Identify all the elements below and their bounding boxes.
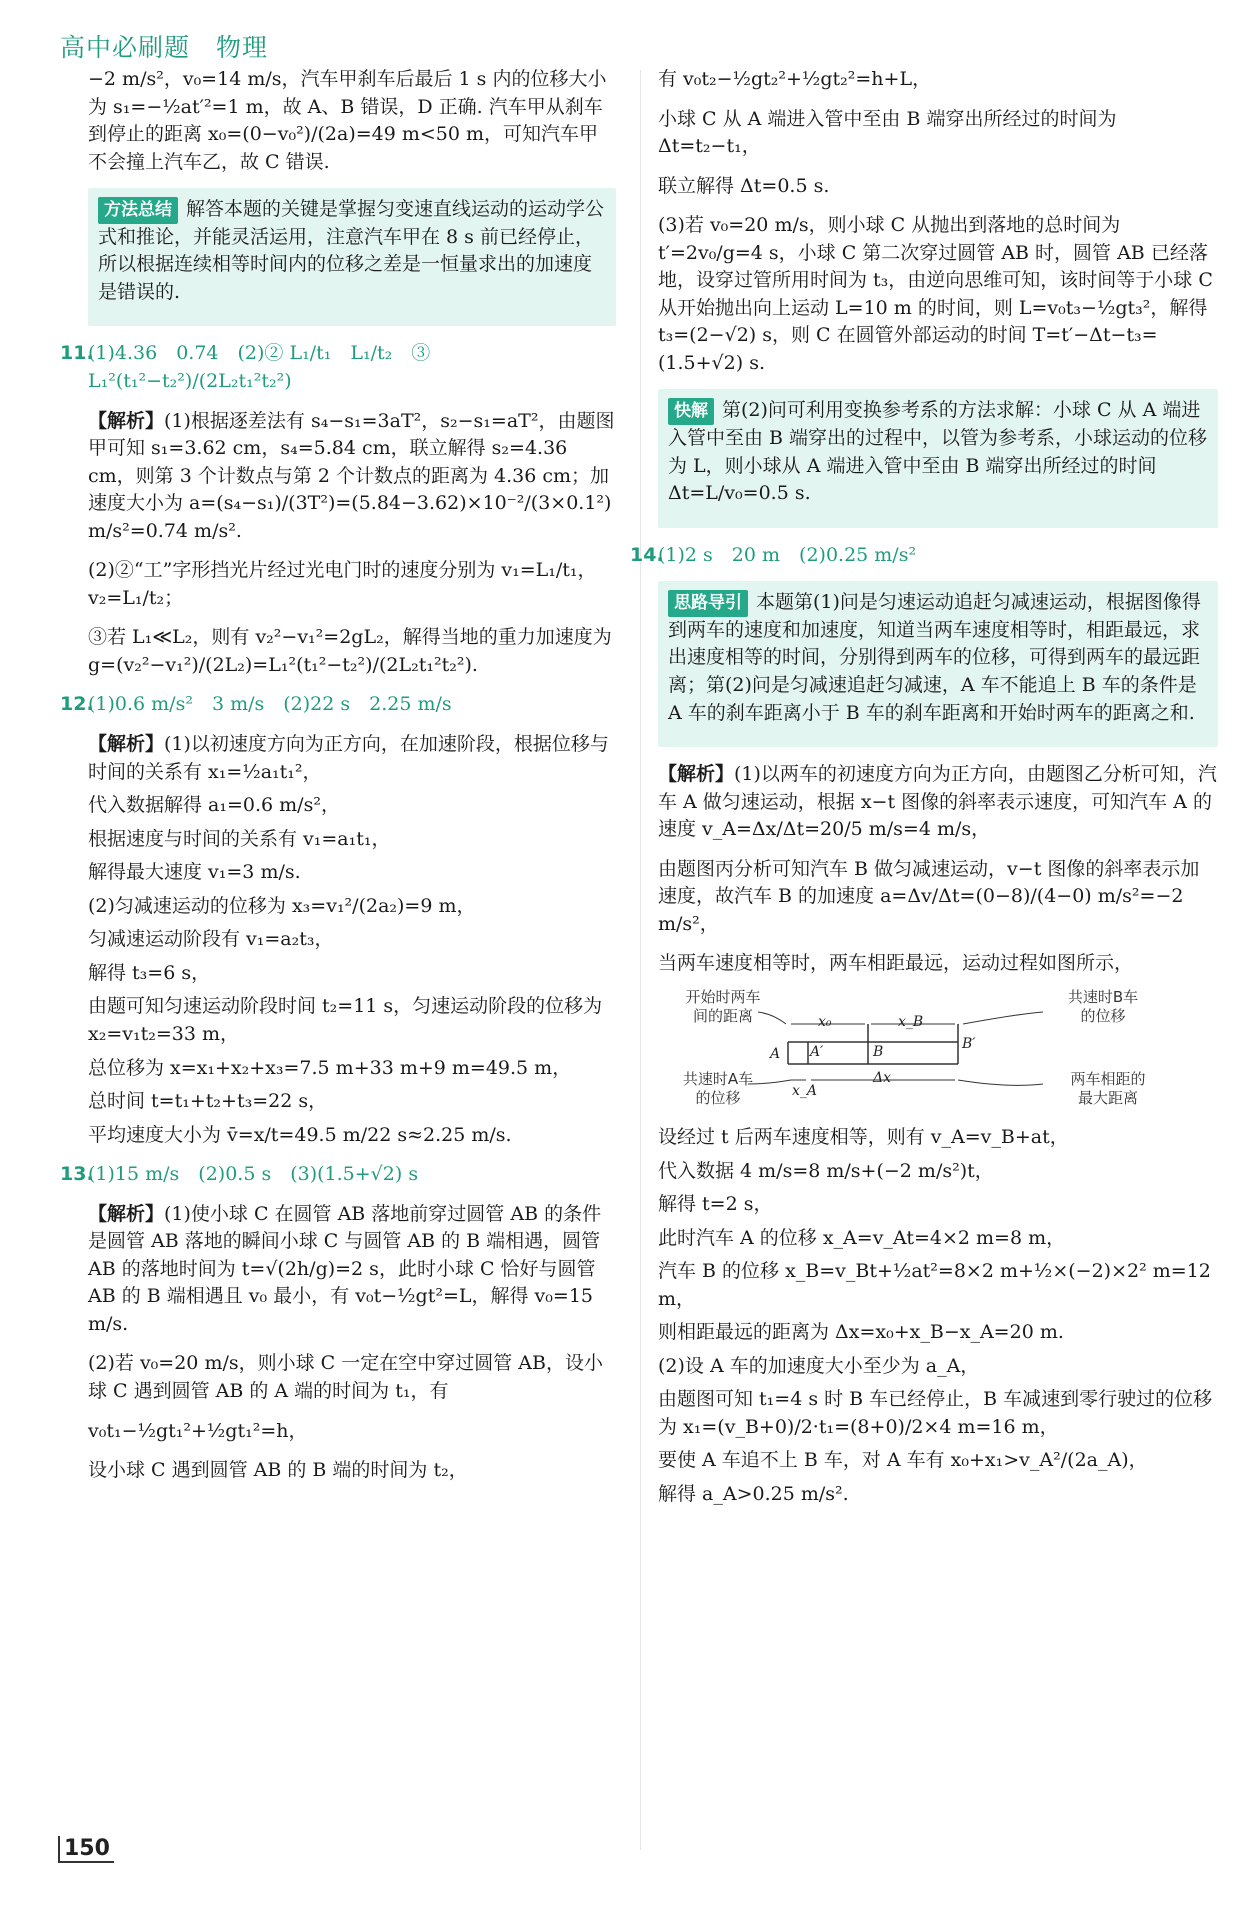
analysis-label: 【解析】 — [658, 763, 735, 786]
paragraph: 由题图丙分析可知汽车 B 做匀减速运动，v−t 图像的斜率表示加速度，故汽车 B 的加速度 a=Δv/Δt=(0−8)/(4−0) m/s²=−2 m/s²， — [658, 857, 1200, 935]
paragraph: v₀t₁−½gt₁²+½gt₁²=h， — [88, 1419, 308, 1442]
label-xb: x_B — [898, 1013, 924, 1030]
question-number: 11. — [60, 342, 94, 365]
page-header — [60, 28, 268, 64]
label-a: A — [770, 1045, 781, 1062]
paragraph: 代入数据 4 m/s=8 m/s+(−2 m/s²)t， — [658, 1159, 994, 1182]
paragraph: 总位移为 x=x₁+x₂+x₃=7.5 m+33 m+9 m=49.5 m， — [88, 1056, 572, 1079]
label-x0: x₀ — [818, 1013, 832, 1030]
label-b-prime: B′ — [962, 1035, 976, 1052]
paragraph: 代入数据解得 a₁=0.6 m/s²， — [88, 794, 340, 817]
paragraph: 【解析】(1)使小球 C 在圆管 AB 落地前穿过圆管 AB 的条件是圆管 AB 落地的瞬间小球 C 与圆管 AB 的 B 端相遇，圆管 AB 的落地时间为 t=√(2h/g)=2 s，此时小球 C 恰好与圆管 AB 的 B 端相遇且 v₀ 最小，有 v₀t−½gt²=L，解得 v₀=15 m/s. — [88, 1202, 602, 1335]
answer-text: (1)2 s 20 m (2)0.25 m/s² — [658, 543, 917, 566]
question-14-answer — [630, 542, 1218, 570]
analysis-label: 【解析】 — [88, 733, 165, 756]
question-number: 14. — [630, 543, 664, 566]
paragraph: (2)匀减速运动的位移为 x₃=v₁²/(2a₂)=9 m， — [88, 894, 476, 917]
method-summary-box — [88, 188, 616, 326]
subject-title: 物理 — [216, 33, 269, 62]
answer-text: (1)0.6 m/s² 3 m/s (2)22 s 2.25 m/s — [88, 693, 452, 716]
quick-solution-text: 第(2)问可利用变换参考系的方法求解：小球 C 从 A 端进入管中至由 B 端穿出的过程中，以管为参考系，小球运动的位移为 L，则小球从 A 端进入管中至由 B 端穿出所经过的时间 Δt=L/v₀=0.5 s. — [668, 399, 1208, 505]
paragraph: 【解析】(1)以初速度方向为正方向，在加速阶段，根据位移与时间的关系有 x₁=½a₁t₁²， — [88, 733, 609, 783]
paragraph: 平均速度大小为 v̄=x/t=49.5 m/22 s≈2.25 m/s. — [88, 1123, 512, 1146]
paragraph: 由题图可知 t₁=4 s 时 B 车已经停止，B 车减速到零行驶过的位移为 x₁=(v_B+0)/2·t₁=(8+0)/2×4 m=16 m， — [658, 1388, 1213, 1438]
quick-solution-box — [658, 389, 1218, 527]
pointer-common-b — [963, 1012, 1043, 1024]
paragraph: 由题可知匀速运动阶段时间 t₂=11 s，匀速运动阶段的位移为 x₂=v₁t₂=33 m， — [88, 995, 603, 1045]
answer-text: (1)15 m/s (2)0.5 s (3)(1.5+√2) s — [88, 1163, 419, 1186]
label-a-prime: A′ — [810, 1043, 824, 1060]
paragraph: 要使 A 车追不上 B 车，对 A 车有 x₀+x₁>v_A²/(2a_A)， — [658, 1449, 1148, 1472]
quick-solution-tag: 快解 — [668, 398, 714, 425]
motion-diagram — [658, 984, 1218, 1114]
paragraph: 解得 t₃=6 s， — [88, 961, 211, 984]
label-common-b: 共速时B车 的位移 — [1067, 987, 1139, 1026]
paragraph: 根据速度与时间的关系有 v₁=a₁t₁， — [88, 827, 391, 850]
label-dx: Δx — [873, 1069, 892, 1086]
paragraph: −2 m/s²，v₀=14 m/s，汽车甲刹车后最后 1 s 内的位移大小为 s₁=−½at′²=1 m，故 A、B 错误，D 正确. 汽车甲从刹车到停止的距离 x₀=(0−v₀²)/(2a)=49 m<50 m，可知汽车甲不会撞上汽车乙，故 C 错误. — [88, 68, 607, 173]
thinking-guide-tag: 思路导引 — [668, 590, 748, 617]
question-11-answer — [60, 340, 616, 395]
column-divider — [640, 70, 641, 1850]
thinking-guide-box — [658, 581, 1218, 747]
paragraph: 总时间 t=t₁+t₂+t₃=22 s， — [88, 1090, 328, 1113]
pointer-max — [958, 1080, 1043, 1085]
paragraph: ③若 L₁≪L₂，则有 v₂²−v₁²=2gL₂，解得当地的重力加速度为 g=(v₂²−v₁²)/(2L₂)=L₁²(t₁²−t₂²)/(2L₂t₁²t₂²). — [88, 626, 612, 676]
paragraph: (2)若 v₀=20 m/s，则小球 C 一定在空中穿过圆管 AB，设小球 C 遇到圆管 AB 的 A 端的时间为 t₁，有 — [88, 1352, 603, 1402]
paragraph: (3)若 v₀=20 m/s，则小球 C 从抛出到落地的总时间为 t′=2v₀/g=4 s，小球 C 第二次穿过圆管 AB 时，圆管 AB 已经落地，设穿过管所用时间为 t₃，由逆向思维可知，该时间等于小球 C 从开始抛出向上运动 L=10 m 的时间，则 L=v₀t₃−½gt₃²，解得 t₃=(2−√2) s，则 C 在圆管外部运动的时间 T=t′−Δt−t₃=(1.5+√2) s. — [658, 214, 1213, 374]
label-b: B — [873, 1043, 884, 1060]
question-12-answer — [60, 691, 616, 719]
thinking-guide-text: 本题第(1)问是匀速运动追赶匀减速运动，根据图像得到两车的速度和加速度，知道当两车速度相等时，相距最远，求出速度相等的时间，分别得到两车的位移，可得到两车的最远距离；第(2)问是匀减速追赶匀减速，A 车不能追上 B 车的条件是 A 车的刹车距离小于 B 车的刹车距离和开始时两车的距离之和. — [668, 591, 1201, 724]
question-number: 13. — [60, 1163, 94, 1186]
paragraph: 此时汽车 A 的位移 x_A=v_At=4×2 m=8 m， — [658, 1226, 1066, 1249]
paragraph: 有 v₀t₂−½gt₂²+½gt₂²=h+L， — [658, 68, 932, 90]
right-column — [630, 66, 1218, 1515]
analysis-label: 【解析】 — [88, 409, 165, 432]
paragraph: 汽车 B 的位移 x_B=v_Bt+½at²=8×2 m+½×(−2)×2² m=12 m， — [658, 1260, 1211, 1310]
method-summary-tag: 方法总结 — [98, 197, 178, 224]
question-13-answer — [60, 1161, 616, 1189]
paragraph: 则相距最远的距离为 Δx=x₀+x_B−x_A=20 m. — [658, 1321, 1064, 1344]
paragraph: 联立解得 Δt=0.5 s. — [658, 174, 830, 197]
label-max-distance: 两车相距的 最大距离 — [1070, 1069, 1146, 1108]
page-number: 150 — [58, 1836, 114, 1863]
label-common-a: 共速时A车 的位移 — [682, 1069, 754, 1108]
method-summary-text: 解答本题的关键是掌握匀变速直线运动的运动学公式和推论，并能灵活运用，注意汽车甲在 8 s 前已经停止，所以根据连续相等时间内的位移之差是一恒量求出的加速度是错误的. — [98, 198, 605, 303]
paragraph: 【解析】(1)根据逐差法有 s₄−s₁=3aT²，s₂−s₁=aT²，由题图甲可知 s₁=3.62 cm，s₄=5.84 cm，联立解得 s₂=4.36 cm，则第 3 个计数点与第 2 个计数点的距离为 4.36 cm；加速度大小为 a=(s₄−s₁)/(3T²)=(5.84−3.62)×10⁻²/(3×0.1²) m/s²=0.74 m/s². — [88, 409, 615, 542]
paragraph: 解得 a_A>0.25 m/s². — [658, 1482, 849, 1505]
question-number: 12. — [60, 693, 94, 716]
paragraph: (2)设 A 车的加速度大小至少为 a_A， — [658, 1354, 980, 1377]
paragraph: 设经过 t 后两车速度相等，则有 v_A=v_B+at， — [658, 1125, 1069, 1148]
label-xa: x_A — [792, 1082, 818, 1099]
paragraph: 解得 t=2 s， — [658, 1193, 773, 1216]
paragraph: 匀减速运动阶段有 v₁=a₂t₃， — [88, 928, 334, 951]
analysis-label: 【解析】 — [88, 1202, 165, 1225]
paragraph: 小球 C 从 A 端进入管中至由 B 端穿出所经过的时间为 Δt=t₂−t₁， — [658, 107, 1117, 158]
answer-text: (1)4.36 0.74 (2)② L₁/t₁ L₁/t₂ ③ L₁²(t₁²−t₂²)/(2L₂t₁²t₂²) — [88, 342, 431, 393]
paragraph: (2)②“工”字形挡光片经过光电门时的速度分别为 v₁=L₁/t₁，v₂=L₁/t₂； — [88, 559, 597, 609]
paragraph: 当两车速度相等时，两车相距最远，运动过程如图所示， — [658, 952, 1134, 975]
book-title: 高中必刷题 — [60, 33, 191, 62]
left-column — [60, 66, 616, 1497]
paragraph: 设小球 C 遇到圆管 AB 的 B 端的时间为 t₂， — [88, 1459, 468, 1482]
paragraph: 【解析】(1)以两车的初速度方向为正方向，由题图乙分析可知，汽车 A 做匀速运动，根据 x−t 图像的斜率表示速度，可知汽车 A 的速度 v_A=Δx/Δt=20/5 m/s=4 m/s， — [658, 763, 1217, 841]
paragraph: 解得最大速度 v₁=3 m/s. — [88, 861, 301, 884]
label-initial-distance: 开始时两车 间的距离 — [685, 987, 761, 1026]
